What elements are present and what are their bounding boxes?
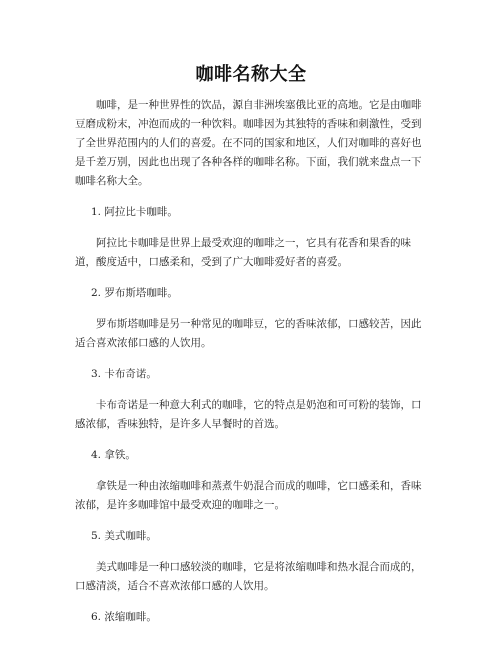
section-heading-1: 1. 阿拉比卡咖啡。 — [91, 206, 178, 218]
intro-paragraph: 咖啡，是一种世界性的饮品，源自非洲埃塞俄比亚的高地。它是由咖啡豆磨成粉末，冲泡而成的一种饮料。咖啡因为其独特的香味和刺激性，受到了全世界范围内的人们的喜爱。在不同的国家和地区，人们对咖啡的喜好也是千差万别，因此也出现了各种各样的咖啡名称。下面，我们就来盘点一下咖啡名称大全。 — [75, 99, 422, 187]
section-heading-2: 2. 罗布斯塔咖啡。 — [91, 287, 178, 299]
section-heading-6: 6. 浓缩咖啡。 — [91, 611, 157, 623]
section-heading-4: 4. 拿铁。 — [91, 449, 136, 461]
section-text-1: 阿拉比卡咖啡是世界上最受欢迎的咖啡之一，它具有花香和果香的味道，酸度适中，口感柔和，受到了广大咖啡爱好者的喜爱。 — [75, 237, 411, 268]
section-text-2: 罗布斯塔咖啡是另一种常见的咖啡豆，它的香味浓郁，口感较苦，因此适合喜欢浓郁口感的人饮用。 — [75, 318, 422, 349]
section-heading-3: 3. 卡布奇诺。 — [91, 368, 157, 380]
section-text-5: 美式咖啡是一种口感较淡的咖啡，它是将浓缩咖啡和热水混合而成的，口感清淡，适合不喜欢浓郁口感的人饮用。 — [75, 561, 422, 592]
document-body — [75, 96, 430, 639]
document-title: 咖啡名称大全 — [195, 64, 307, 85]
section-text-3: 卡布奇诺是一种意大利式的咖啡，它的特点是奶泡和可可粉的装饰，口感浓郁，香味独特，是许多人早餐时的首选。 — [75, 399, 422, 430]
section-heading-5: 5. 美式咖啡。 — [91, 530, 157, 542]
section-text-4: 拿铁是一种由浓缩咖啡和蒸煮牛奶混合而成的咖啡，它口感柔和，香味浓郁，是许多咖啡馆中最受欢迎的咖啡之一。 — [75, 480, 422, 511]
